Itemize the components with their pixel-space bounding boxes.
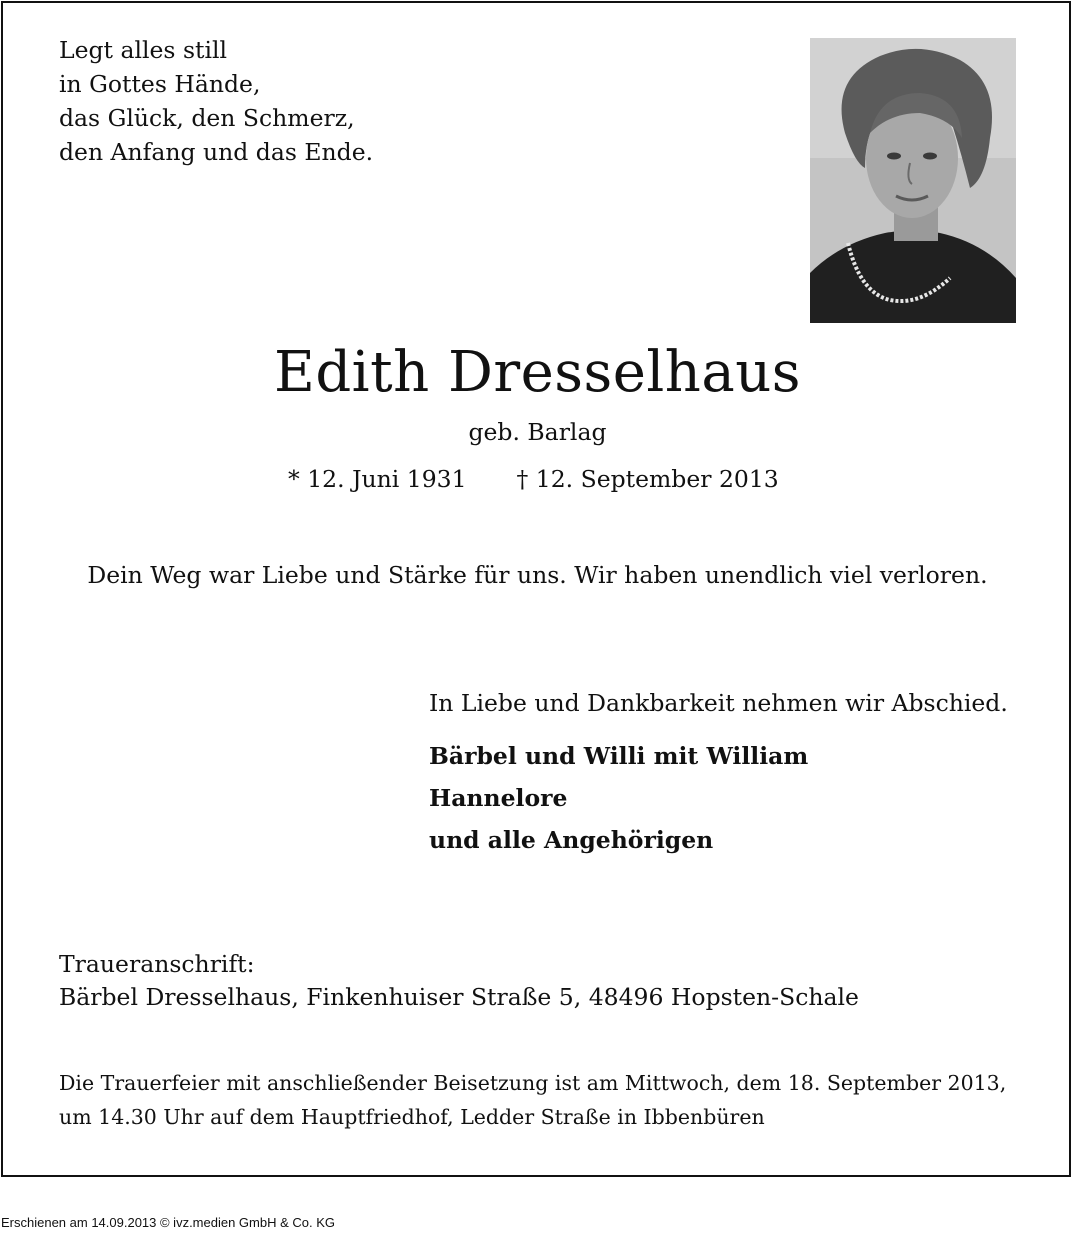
life-dates (288, 462, 779, 496)
deceased-name: Edith Dresselhaus (273, 340, 802, 405)
portrait-illustration (810, 38, 1016, 323)
death-date: † 12. September 2013 (516, 465, 779, 493)
ceremony-info (59, 1066, 1006, 1134)
verse-line: den Anfang und das Ende. (59, 138, 374, 166)
verse-line: in Gottes Hände, (59, 70, 261, 98)
mourner-line: Bärbel und Willi mit William (429, 742, 809, 770)
mourning-address (59, 948, 859, 1014)
portrait-photo (810, 38, 1016, 323)
mourner-line: und alle Angehörigen (429, 826, 714, 854)
ceremony-line: um 14.30 Uhr auf dem Hauptfriedhof, Ledder Straße in Ibbenbüren (59, 1105, 765, 1129)
verse-line: Legt alles still (59, 36, 227, 64)
ceremony-line: Die Trauerfeier mit anschließender Beisetzung ist am Mittwoch, dem 18. September 2013, (59, 1071, 1007, 1095)
verse-line: das Glück, den Schmerz, (59, 104, 355, 132)
publication-footer: Erschienen am 14.09.2013 © ivz.medien GmbH & Co. KG (1, 1215, 336, 1230)
motto: Dein Weg war Liebe und Stärke für uns. Wir haben unendlich viel verloren. (87, 561, 988, 589)
mourner-line: Hannelore (429, 784, 568, 812)
verse (59, 33, 373, 169)
birth-date: * 12. Juni 1931 (288, 465, 467, 493)
farewell-line: In Liebe und Dankbarkeit nehmen wir Abschied. (429, 689, 1008, 717)
address-line: Bärbel Dresselhaus, Finkenhuiser Straße 5, 48496 Hopsten-Schale (59, 983, 859, 1011)
mourners (429, 735, 808, 861)
maiden-name: geb. Barlag (468, 418, 607, 446)
address-label: Traueranschrift: (59, 950, 255, 978)
